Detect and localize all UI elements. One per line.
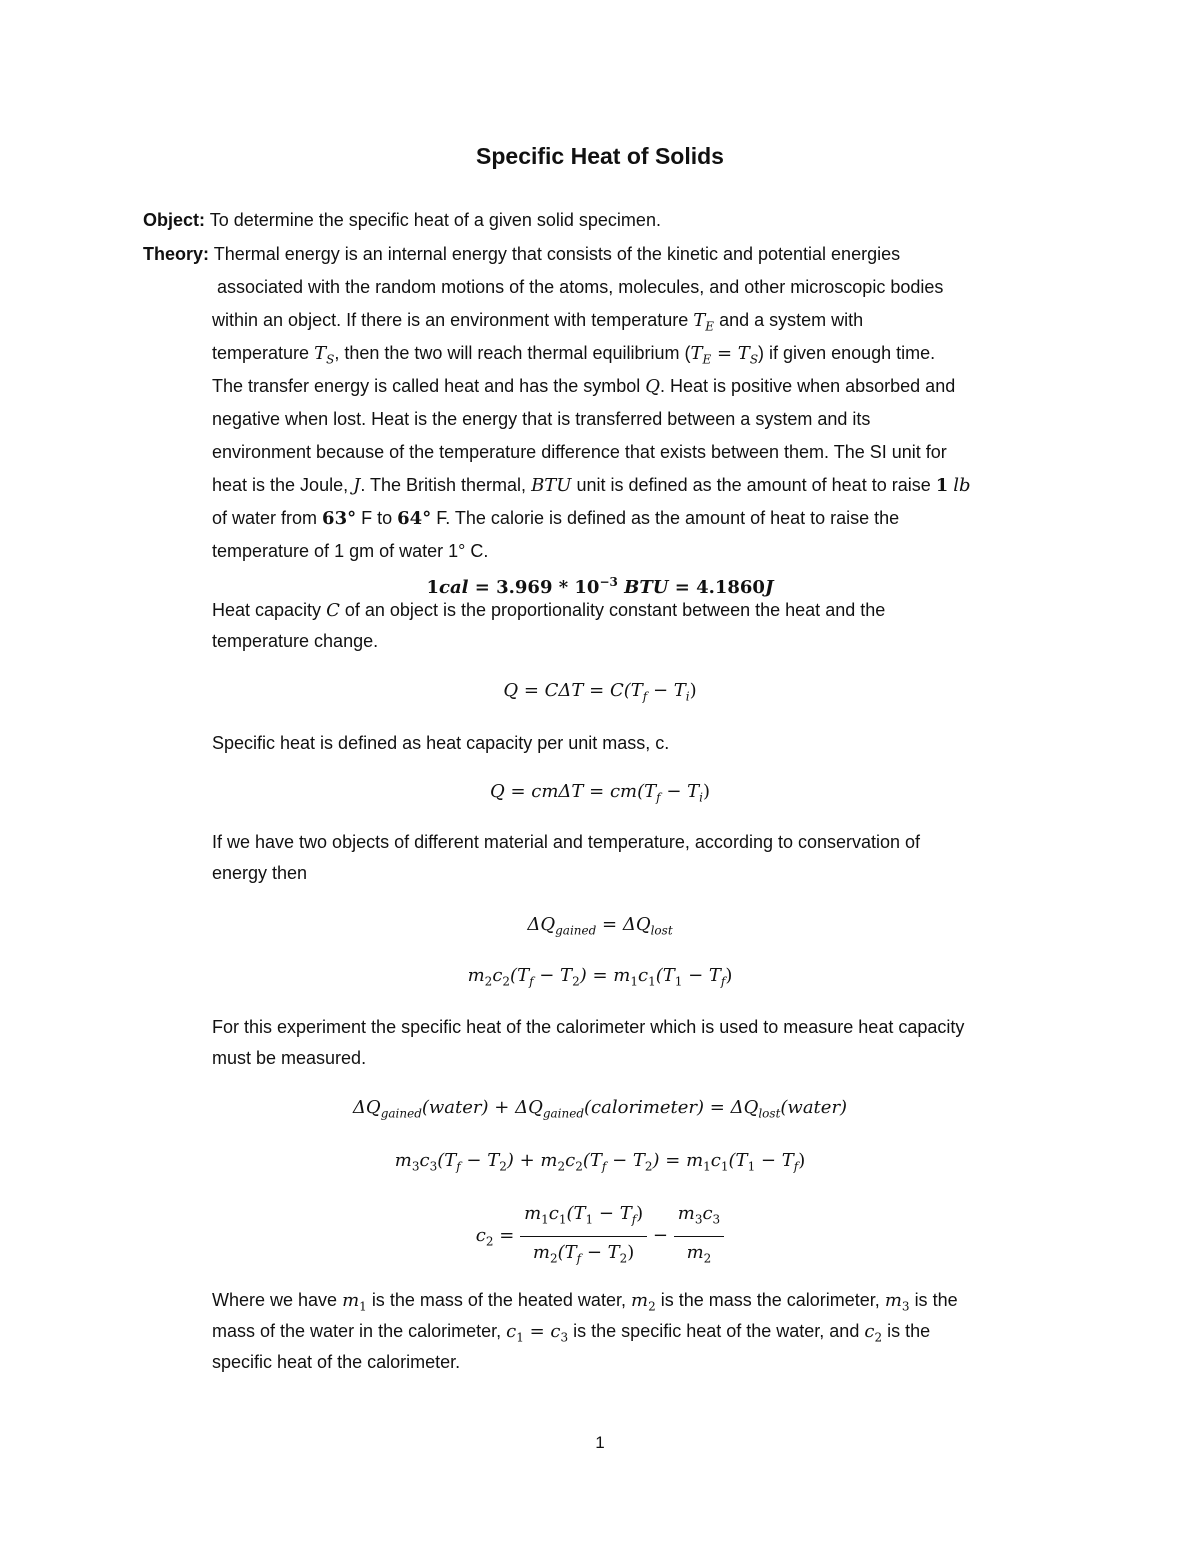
theory-line-3	[212, 308, 863, 339]
theory-text-3b: and a system with	[719, 310, 864, 330]
capacity-symbol: C	[326, 600, 340, 621]
heat-capacity-text-b: of an object is the proportionality constant between the heat and the	[344, 600, 886, 620]
theory-text-4c: ) if given enough time.	[758, 343, 936, 363]
calorimeter-balance-equation: $\Delta Q_{gained}(water)$ + $\Delta Q_{gained}(calorimeter)$ = $\Delta Q_{lost}(water)$	[352, 1097, 848, 1121]
heat-capacity-line-1	[212, 598, 885, 623]
theory-text-4a: temperature	[212, 343, 310, 363]
temp-environment-symbol: $T_E$	[693, 310, 715, 334]
theory-line-6: negative when lost. Heat is the energy that is transferred between a system and its	[212, 409, 871, 429]
page-title: Specific Heat of Solids	[476, 143, 724, 169]
where-line-3: specific heat of the calorimeter.	[212, 1352, 461, 1372]
theory-line-8	[212, 473, 971, 498]
theory-line-1	[143, 242, 900, 266]
theory-line-5	[212, 374, 955, 399]
object-line	[143, 208, 661, 232]
fraction-2: $\frac{m_3c_3}{m_2}$	[674, 1200, 724, 1272]
theory-text-5b: . Heat is positive when absorbed and	[660, 376, 956, 396]
where-line-1: Where we have $m_1$ is the mass of the heated water, $m_2$ is the mass the calorimeter, $m_3$ is the	[212, 1290, 958, 1314]
theory-line-10: temperature of 1 gm of water 1° C.	[212, 541, 489, 561]
calorie-conversion-equation: $1cal = 3.969 * 10^{-3}$ BTU = 4.1860J	[426, 575, 774, 598]
mass-heat-equation: $m_2c_2(T_f - T_2) = m_1c_1(T_1 - T_f)$	[467, 965, 733, 989]
calorimeter-line-1: For this experiment the specific heat of the calorimeter which is used to measure heat capacity	[212, 1017, 965, 1037]
conservation-line-1: If we have two objects of different material and temperature, according to conservation of	[212, 832, 921, 852]
theory-text-3a: within an object. If there is an environment with temperature	[212, 310, 689, 330]
specific-heat-calorimeter-formula: $c_2$ = $\frac{m_1c_1(T_1 - T_f)}{m_2(T_f - T_2)}$ − $\frac{m_3c_3}{m_2}$	[0, 1200, 1200, 1272]
pound-symbol: lb	[953, 475, 971, 496]
temp-system-symbol: $T_S$	[314, 343, 335, 367]
heat-capacity-line-2: temperature change.	[212, 631, 379, 651]
where-line-2: mass of the water in the calorimeter, $c_1 = c_3$ is the specific heat of the water, and $c_2$ is the	[212, 1321, 931, 1345]
temp-64: 64°	[397, 508, 432, 529]
joule-symbol: J	[353, 475, 361, 496]
equilibrium-expression: $T_E = T_S$	[690, 343, 759, 367]
theory-text-4b: , then the two will reach thermal equilibrium (	[334, 343, 691, 363]
theory-text-9b: F to	[361, 508, 393, 528]
theory-text-5a: The transfer energy is called heat and has the symbol	[212, 376, 641, 396]
theory-text-1: Thermal energy is an internal energy that consists of the kinetic and potential energies	[213, 244, 901, 264]
theory-text-8c: unit is defined as the amount of heat to raise	[576, 475, 931, 495]
theory-line-9	[212, 506, 899, 531]
conservation-line-2: energy then	[212, 863, 308, 883]
object-label: Object:	[143, 210, 206, 230]
theory-line-4	[212, 341, 935, 372]
page-number: 1	[595, 1433, 605, 1452]
theory-line-7: environment because of the temperature difference that exists between them. The SI unit for	[212, 442, 947, 462]
theory-text-9c: F. The calorie is defined as the amount of heat to raise the	[436, 508, 900, 528]
three-body-heat-equation: $m_3c_3(T_f - T_2) + m_2c_2(T_f - T_2) = m_1c_1(T_1 - T_f)$	[394, 1150, 806, 1174]
specific-heat-definition: Specific heat is defined as heat capacity per unit mass, c.	[212, 733, 670, 753]
theory-line-2: associated with the random motions of the atoms, molecules, and other microscopic bodies	[217, 277, 944, 297]
heat-capacity-text-a: Heat capacity	[212, 600, 322, 620]
temp-63: 63°	[322, 508, 357, 529]
btu-symbol: BTU	[531, 475, 572, 496]
theory-text-8b: . The British thermal,	[360, 475, 527, 495]
object-text: To determine the specific heat of a given solid specimen.	[209, 210, 661, 230]
fraction-1: $\frac{m_1c_1(T_1 - T_f)}{m_2(T_f - T_2)}$	[520, 1200, 647, 1272]
heat-balance-equation: $\Delta Q_{gained} = \Delta Q_{lost}$	[527, 914, 673, 938]
heat-symbol: Q	[645, 376, 661, 397]
theory-label: Theory:	[143, 244, 210, 264]
heat-capacity-equation: $Q = C\Delta T = C(T_f - T_i)$	[503, 680, 697, 704]
theory-text-8a: heat is the Joule,	[212, 475, 349, 495]
calorimeter-line-2: must be measured.	[212, 1048, 367, 1068]
specific-heat-equation: $Q = cm\Delta T = cm(T_f - T_i)$	[490, 781, 710, 805]
theory-text-9a: of water from	[212, 508, 318, 528]
one-symbol: 1	[935, 475, 949, 496]
